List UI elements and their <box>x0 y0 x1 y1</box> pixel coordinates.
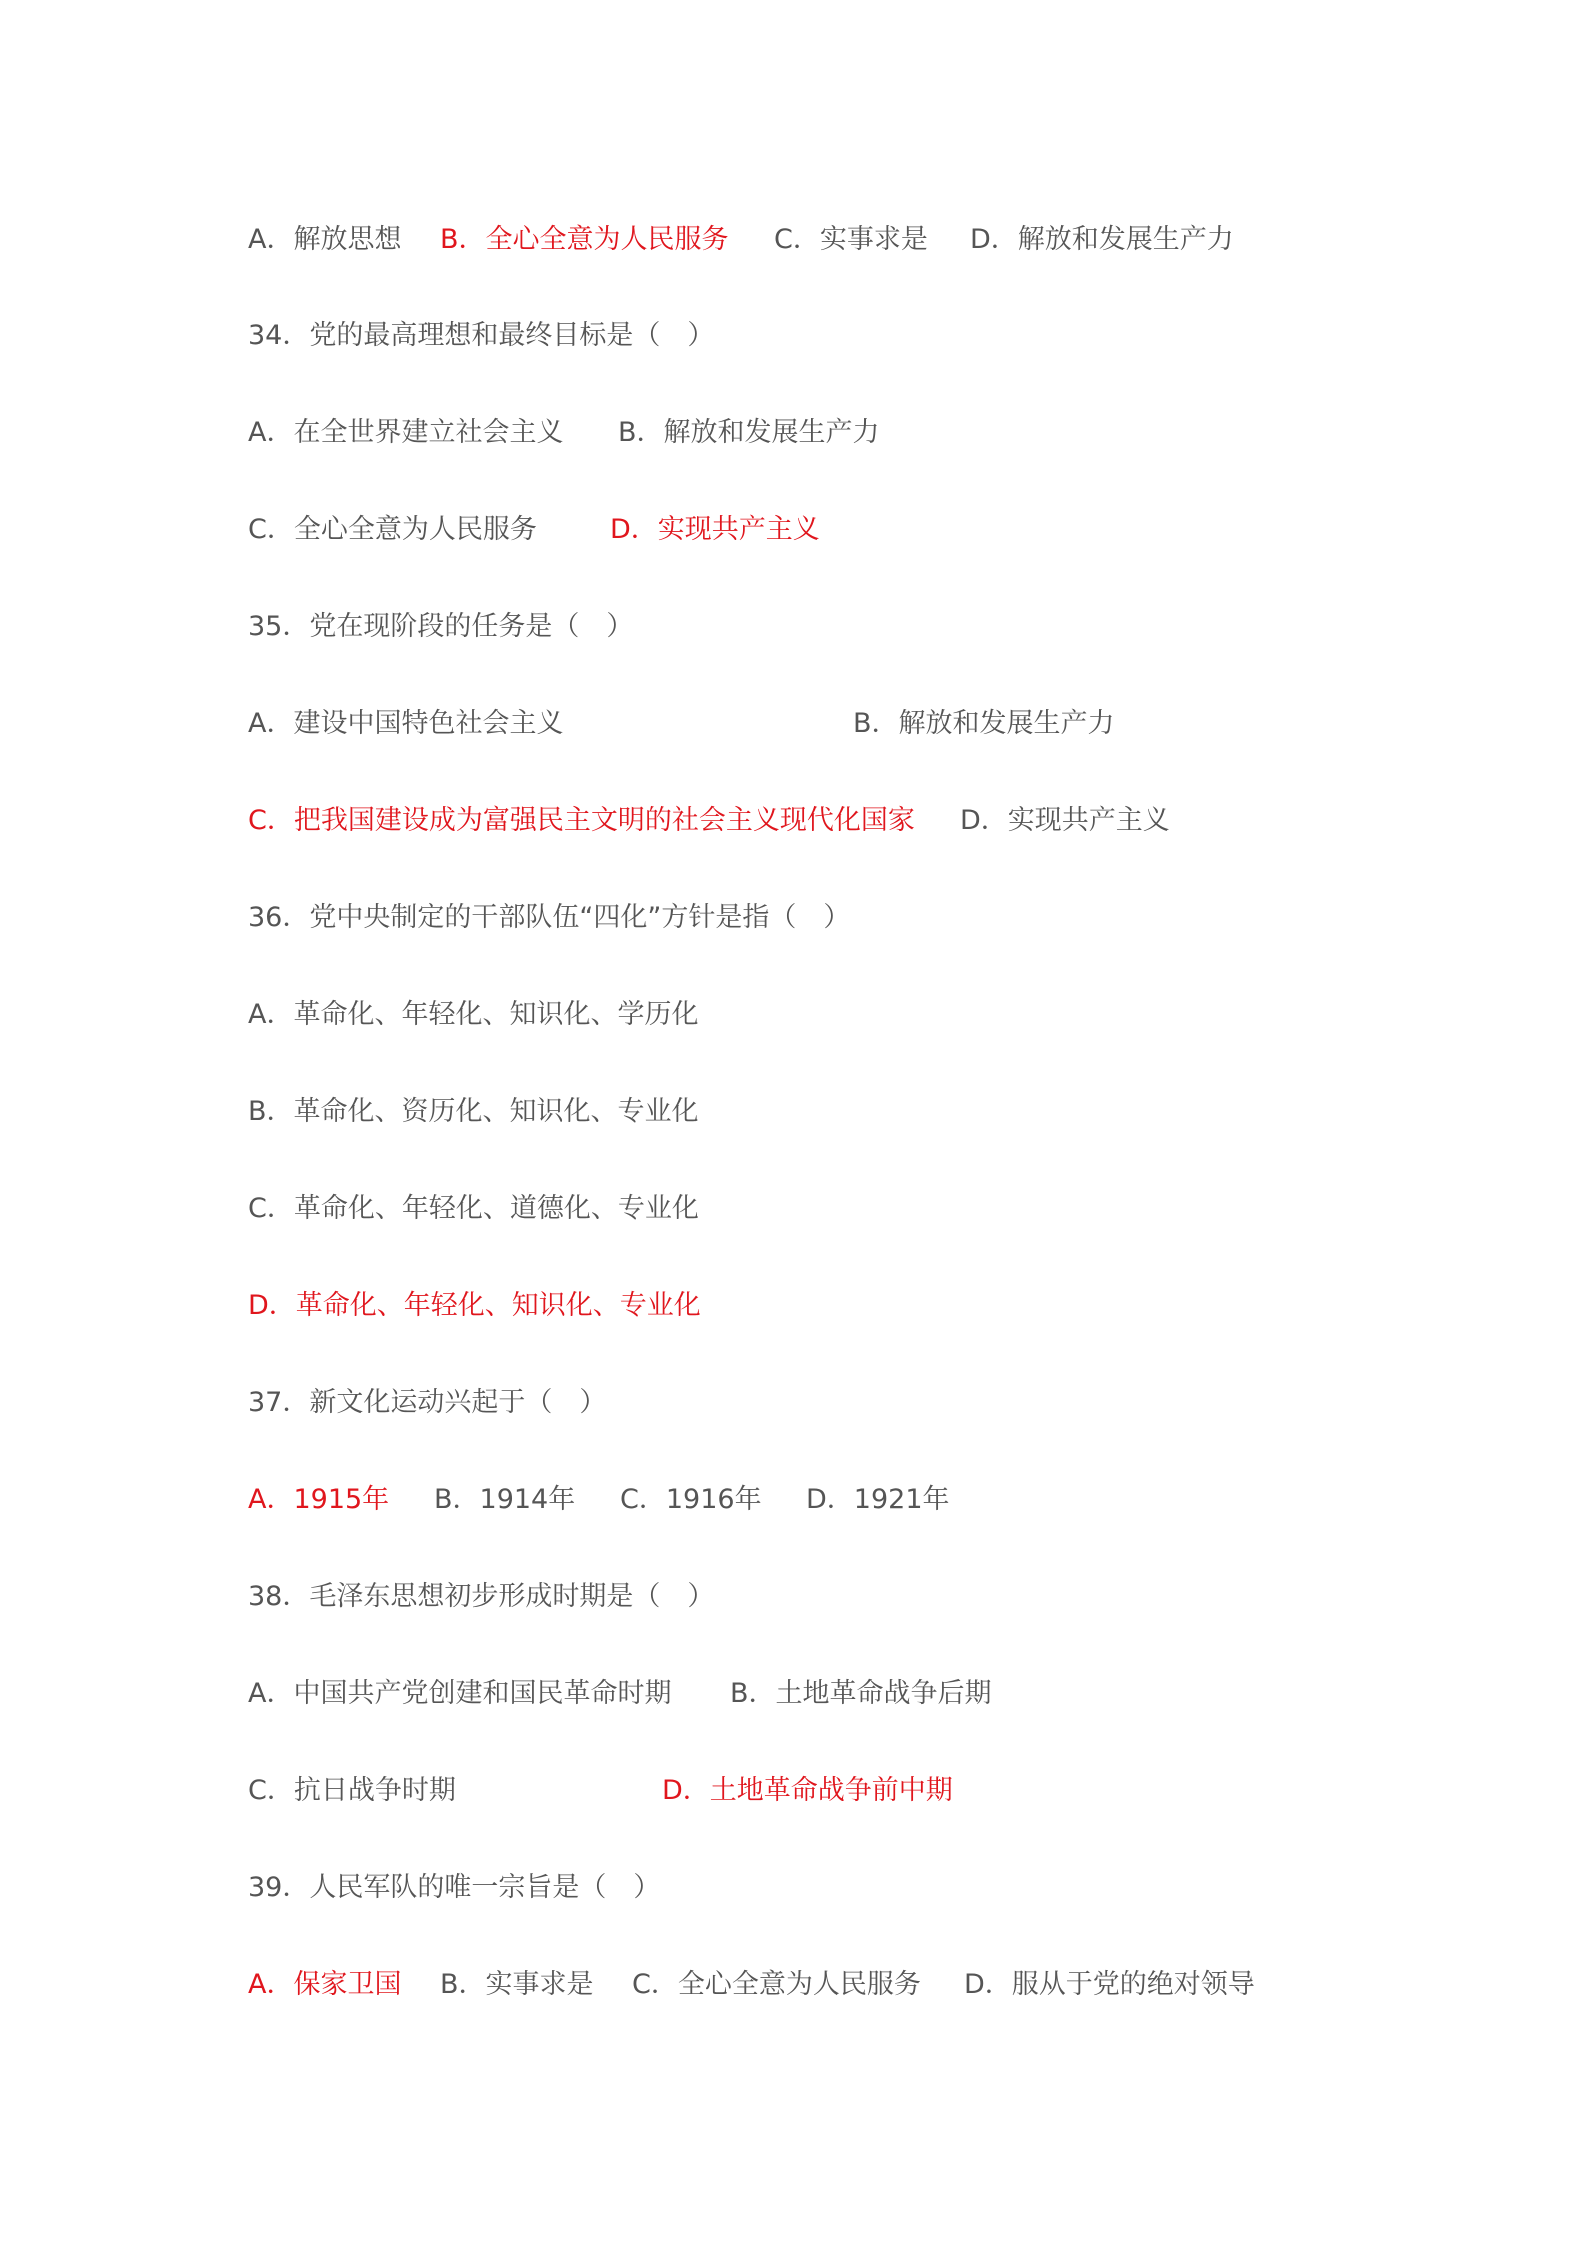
q35-option-a: A．建设中国特色社会主义 <box>248 708 564 739</box>
q34-stem-text: 34．党的最高理想和最终目标是（ ） <box>248 320 715 351</box>
q35-option-c-answer: C．把我国建设成为富强民主文明的社会主义现代化国家 <box>248 805 915 836</box>
q33-option-b-answer: B．全心全意为人民服务 <box>440 224 729 255</box>
q34-option-a: A．在全世界建立社会主义 <box>248 417 564 448</box>
q38-option-b: B．土地革命战争后期 <box>730 1678 992 1709</box>
q39-option-a-answer: A．保家卫国 <box>248 1969 402 2000</box>
q36-option-a: A．革命化、年轻化、知识化、学历化 <box>248 999 699 1030</box>
q36-option-c: C．革命化、年轻化、道德化、专业化 <box>248 1193 699 1224</box>
q33-option-a: A．解放思想 <box>248 224 402 255</box>
q37-option-d: D．1921年 <box>806 1484 950 1515</box>
q37-option-c: C．1916年 <box>620 1484 762 1515</box>
q33-option-d: D．解放和发展生产力 <box>970 224 1234 255</box>
q39-option-c: C．全心全意为人民服务 <box>632 1969 921 2000</box>
q37-option-a-answer: A．1915年 <box>248 1484 390 1515</box>
q38-option-a: A．中国共产党创建和国民革命时期 <box>248 1678 672 1709</box>
q33-option-c: C．实事求是 <box>774 224 928 255</box>
q36-option-b: B．革命化、资历化、知识化、专业化 <box>248 1096 699 1127</box>
q34-option-c: C．全心全意为人民服务 <box>248 514 537 545</box>
q37-option-b: B．1914年 <box>434 1484 576 1515</box>
q36-stem-text: 36．党中央制定的干部队伍“四化”方针是指（ ） <box>248 902 851 933</box>
q39-option-b: B．实事求是 <box>440 1969 594 2000</box>
q38-stem-text: 38．毛泽东思想初步形成时期是（ ） <box>248 1581 715 1612</box>
q38-option-d-answer: D．土地革命战争前中期 <box>662 1775 953 1806</box>
q39-stem-text: 39．人民军队的唯一宗旨是（ ） <box>248 1872 661 1903</box>
q36-option-d-answer: D．革命化、年轻化、知识化、专业化 <box>248 1290 701 1321</box>
q34-option-b: B．解放和发展生产力 <box>618 417 880 448</box>
q39-option-d: D．服从于党的绝对领导 <box>964 1969 1255 2000</box>
q35-option-d: D．实现共产主义 <box>960 805 1170 836</box>
q38-option-c: C．抗日战争时期 <box>248 1775 456 1806</box>
q34-option-d-answer: D．实现共产主义 <box>610 514 820 545</box>
q35-stem-text: 35．党在现阶段的任务是（ ） <box>248 611 634 642</box>
q35-option-b: B．解放和发展生产力 <box>853 708 1115 739</box>
q37-stem-text: 37．新文化运动兴起于（ ） <box>248 1387 607 1418</box>
